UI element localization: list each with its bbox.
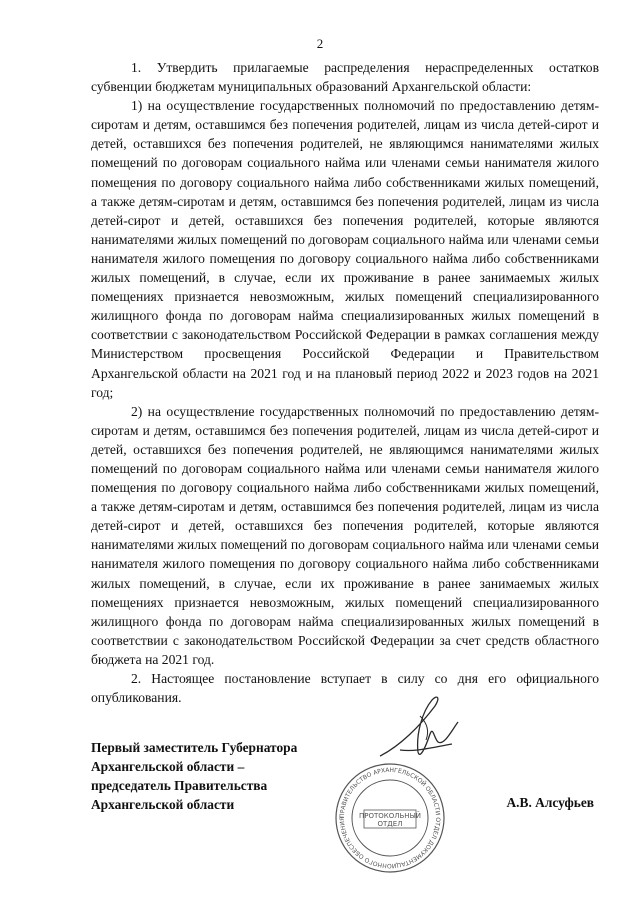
svg-text:ПРАВИТЕЛЬСТВО АРХАНГЕЛЬСКОЙ ОБ: ПРАВИТЕЛЬСТВО АРХАНГЕЛЬСКОЙ ОБЛАСТИ ОТДЕЛ ДОКУМЕНТАЦИОННОГО ОБЕСПЕЧЕНИЯ [338,766,442,870]
paragraph-subitem-2: 2) на осуществление государственных полномочий по предоставлению детям-сиротам и детям, оставшимся без попечения родителей, лицам из числа детей-сирот и детей, оставшихся без попечения родителей, не являющимся нанимателями жилых помещений по договорам социального найма или членами семьи нанимателя жилого помещения по договору социального найма либо собственниками жилых помещений, а также детям-сиротам и детям, оставшимся без попечения родителей, лицам из числа детей-сирот и детей, оставшихся без попечения родителей, которые являются нанимателями жилых помещений по договорам социального найма или членами семьи нанимателя жилого помещения по договору социального найма либо собственниками жилых помещений, в случае, если их проживание в ранее занимаемых жилых помещениях признается невозможным, жилых помещений специализированного жилищного фонда по договорам найма специализированных жилых помещений в соответствии с законодательством Российской Федерации за счет средств областного бюджета на 2021 год. [91,403,599,667]
document-body [91,58,599,707]
signatory-title-line: Архангельской области [91,797,235,812]
signatory-title-line: Первый заместитель Губернатора [91,740,298,755]
signatory-name: А.В. Алсуфьев [506,795,594,810]
paragraph-item-1: 1. Утвердить прилагаемые распределения нераспределенных остатков субвенции бюджетам муниципальных образований Архангельской области: [91,60,599,95]
signatory-title-line: председатель Правительства [91,778,268,793]
official-stamp [330,758,450,878]
signatory-title-line: Архангельской области – [91,759,245,774]
svg-text:ПРОТОКОЛЬНЫЙ: ПРОТОКОЛЬНЫЙ [358,812,422,820]
paragraph-subitem-1: 1) на осуществление государственных полномочий по предоставлению детям-сиротам и детям, оставшимся без попечения родителей, лицам из числа детей-сирот и детей, оставшихся без попечения родителей, не являющимся нанимателями жилых помещений по договорам социального найма или членами семьи нанимателя жилого помещения по договору социального найма либо собственниками жилых помещений, а также детям-сиротам и детям, оставшимся без попечения родителей, лицам из числа детей-сирот и детей, оставшихся без попечения родителей, которые являются нанимателями жилых помещений по договорам социального найма или членами семьи нанимателя жилого помещения по договору социального найма либо собственниками жилых помещений, в случае, если их проживание в ранее занимаемых жилых помещениях признается невозможным, жилых помещений специализированного жилищного фонда по договорам найма специализированных жилых помещений в соответствии с законодательством Российской Федерации в рамках соглашения между Министерством просвещения Российской Федерации и Правительством Архангельской области на 2021 год и на плановый период 2022 и 2023 годов на 2021 год; [91,98,599,400]
svg-text:ОТДЕЛ: ОТДЕЛ [377,820,403,828]
paragraph-item-2: 2. Настоящее постановление вступает в силу со дня его официального опубликования. [91,671,599,706]
page-number: 2 [316,36,324,51]
